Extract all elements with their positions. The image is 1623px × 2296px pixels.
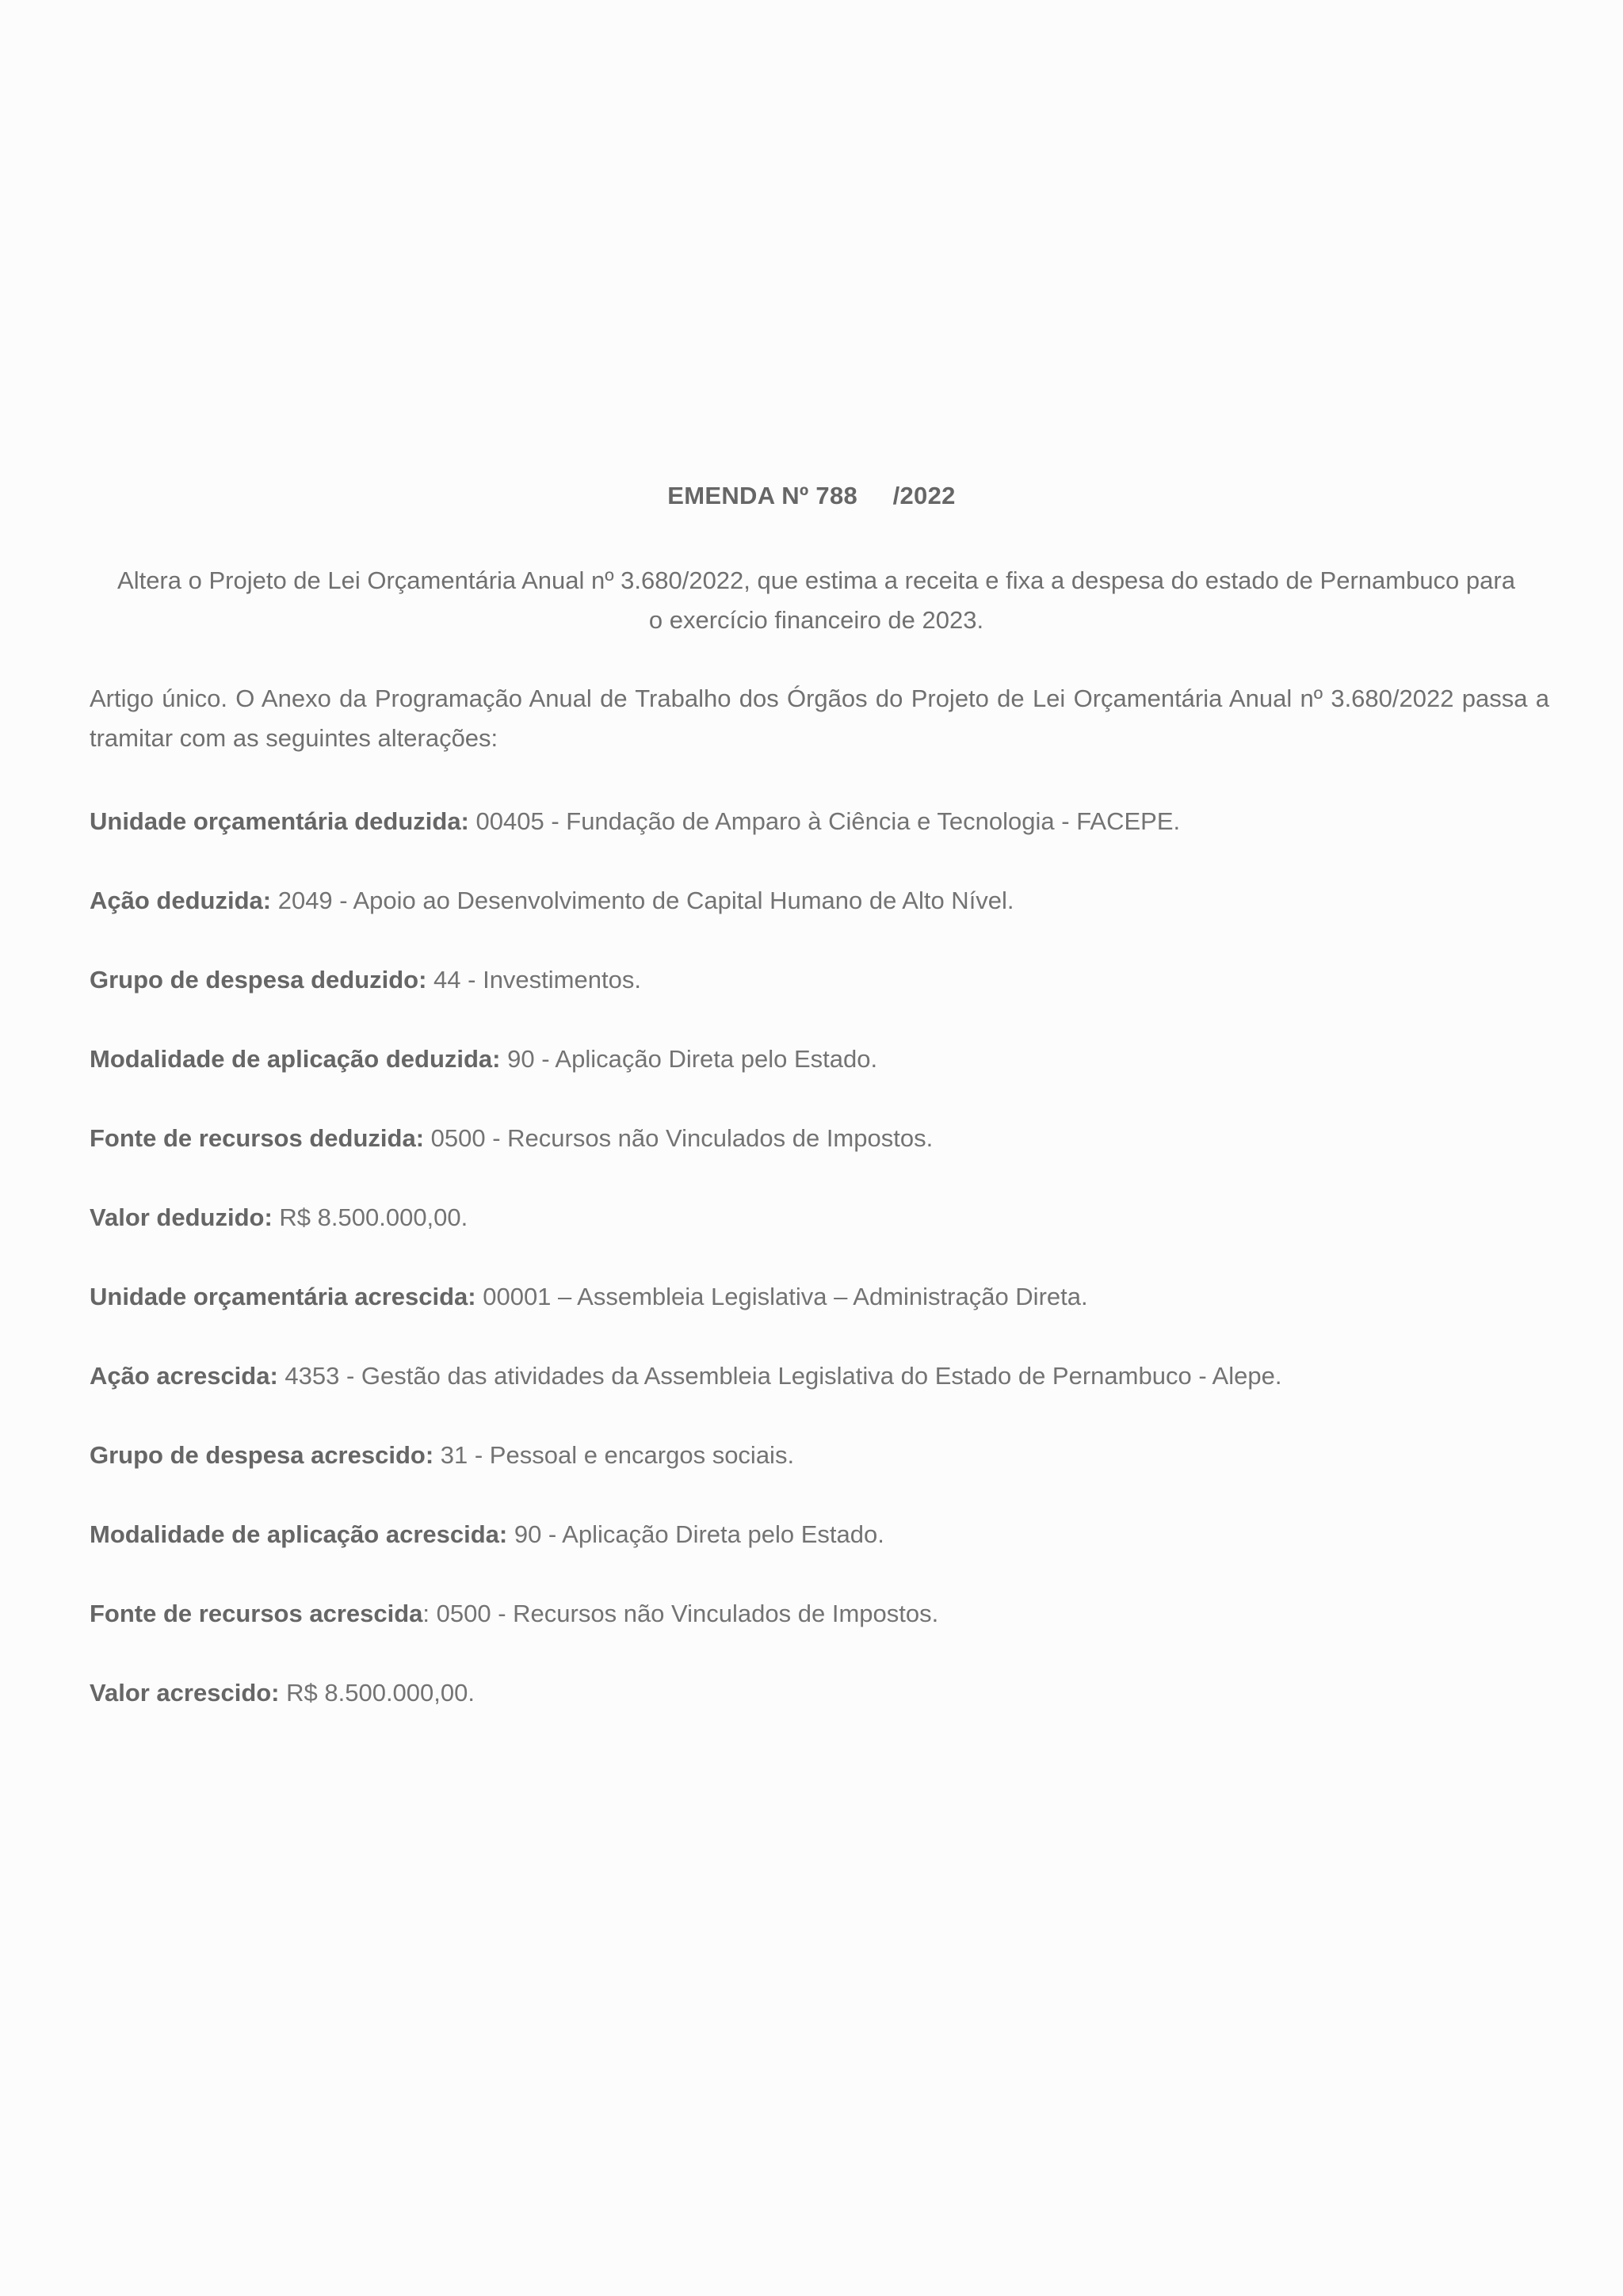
field-unidade-deduzida (90, 802, 1549, 841)
field-label: Unidade orçamentária deduzida: (90, 807, 469, 835)
field-label: Grupo de despesa acrescido: (90, 1441, 434, 1469)
document-artigo: Artigo único. O Anexo da Programação Anual de Trabalho dos Órgãos do Projeto de Lei Orçamentária Anual nº 3.680/2022 passa a tramitar com as seguintes alterações: (90, 685, 1549, 752)
field-unidade-acrescida (90, 1277, 1549, 1317)
field-acao-deduzida (90, 881, 1549, 921)
document-title: EMENDA Nº 788 /2022 (667, 482, 956, 509)
field-value: 2049 - Apoio ao Desenvolvimento de Capital Humano de Alto Nível. (271, 887, 1014, 914)
field-value: 4353 - Gestão das atividades da Assembleia Legislativa do Estado de Pernambuco - Alepe. (277, 1362, 1282, 1390)
field-value: 31 - Pessoal e encargos sociais. (433, 1441, 795, 1469)
field-label: Ação deduzida: (90, 887, 272, 914)
field-value: 00001 – Assembleia Legislativa – Administração Direta. (475, 1283, 1088, 1310)
field-label: Modalidade de aplicação acrescida: (90, 1520, 508, 1548)
field-label: Fonte de recursos deduzida: (90, 1124, 425, 1152)
field-label: Valor deduzido: (90, 1203, 273, 1231)
document-ementa: Altera o Projeto de Lei Orçamentária Anual nº 3.680/2022, que estima a receita e fixa a despesa do estado de Pernambuco para o exercício financeiro de 2023. (117, 566, 1515, 634)
field-value: 90 - Aplicação Direta pelo Estado. (507, 1520, 884, 1548)
field-value: 0500 - Recursos não Vinculados de Impostos. (424, 1124, 934, 1152)
field-value: 90 - Aplicação Direta pelo Estado. (500, 1045, 878, 1073)
field-value: 44 - Investimentos. (426, 966, 641, 994)
field-label: Fonte de recursos acrescida (90, 1600, 423, 1627)
field-fonte-acrescida (90, 1594, 1549, 1634)
field-value: : 0500 - Recursos não Vinculados de Impostos. (422, 1600, 939, 1627)
field-acao-acrescida (90, 1356, 1549, 1396)
field-grupo-deduzido (90, 960, 1549, 1000)
field-value: R$ 8.500.000,00. (272, 1203, 468, 1231)
field-label: Ação acrescida: (90, 1362, 278, 1390)
field-modalidade-deduzida (90, 1039, 1549, 1079)
field-label: Unidade orçamentária acrescida: (90, 1283, 476, 1310)
field-label: Modalidade de aplicação deduzida: (90, 1045, 501, 1073)
field-label: Grupo de despesa deduzido: (90, 966, 427, 994)
field-modalidade-acrescida (90, 1515, 1549, 1554)
field-fonte-deduzida (90, 1119, 1549, 1158)
field-valor-acrescido (90, 1673, 1549, 1713)
field-grupo-acrescido (90, 1436, 1549, 1475)
field-value: 00405 - Fundação de Amparo à Ciência e Tecnologia - FACEPE. (468, 807, 1181, 835)
field-label: Valor acrescido: (90, 1679, 280, 1707)
field-valor-deduzido (90, 1198, 1549, 1238)
field-value: R$ 8.500.000,00. (279, 1679, 475, 1707)
